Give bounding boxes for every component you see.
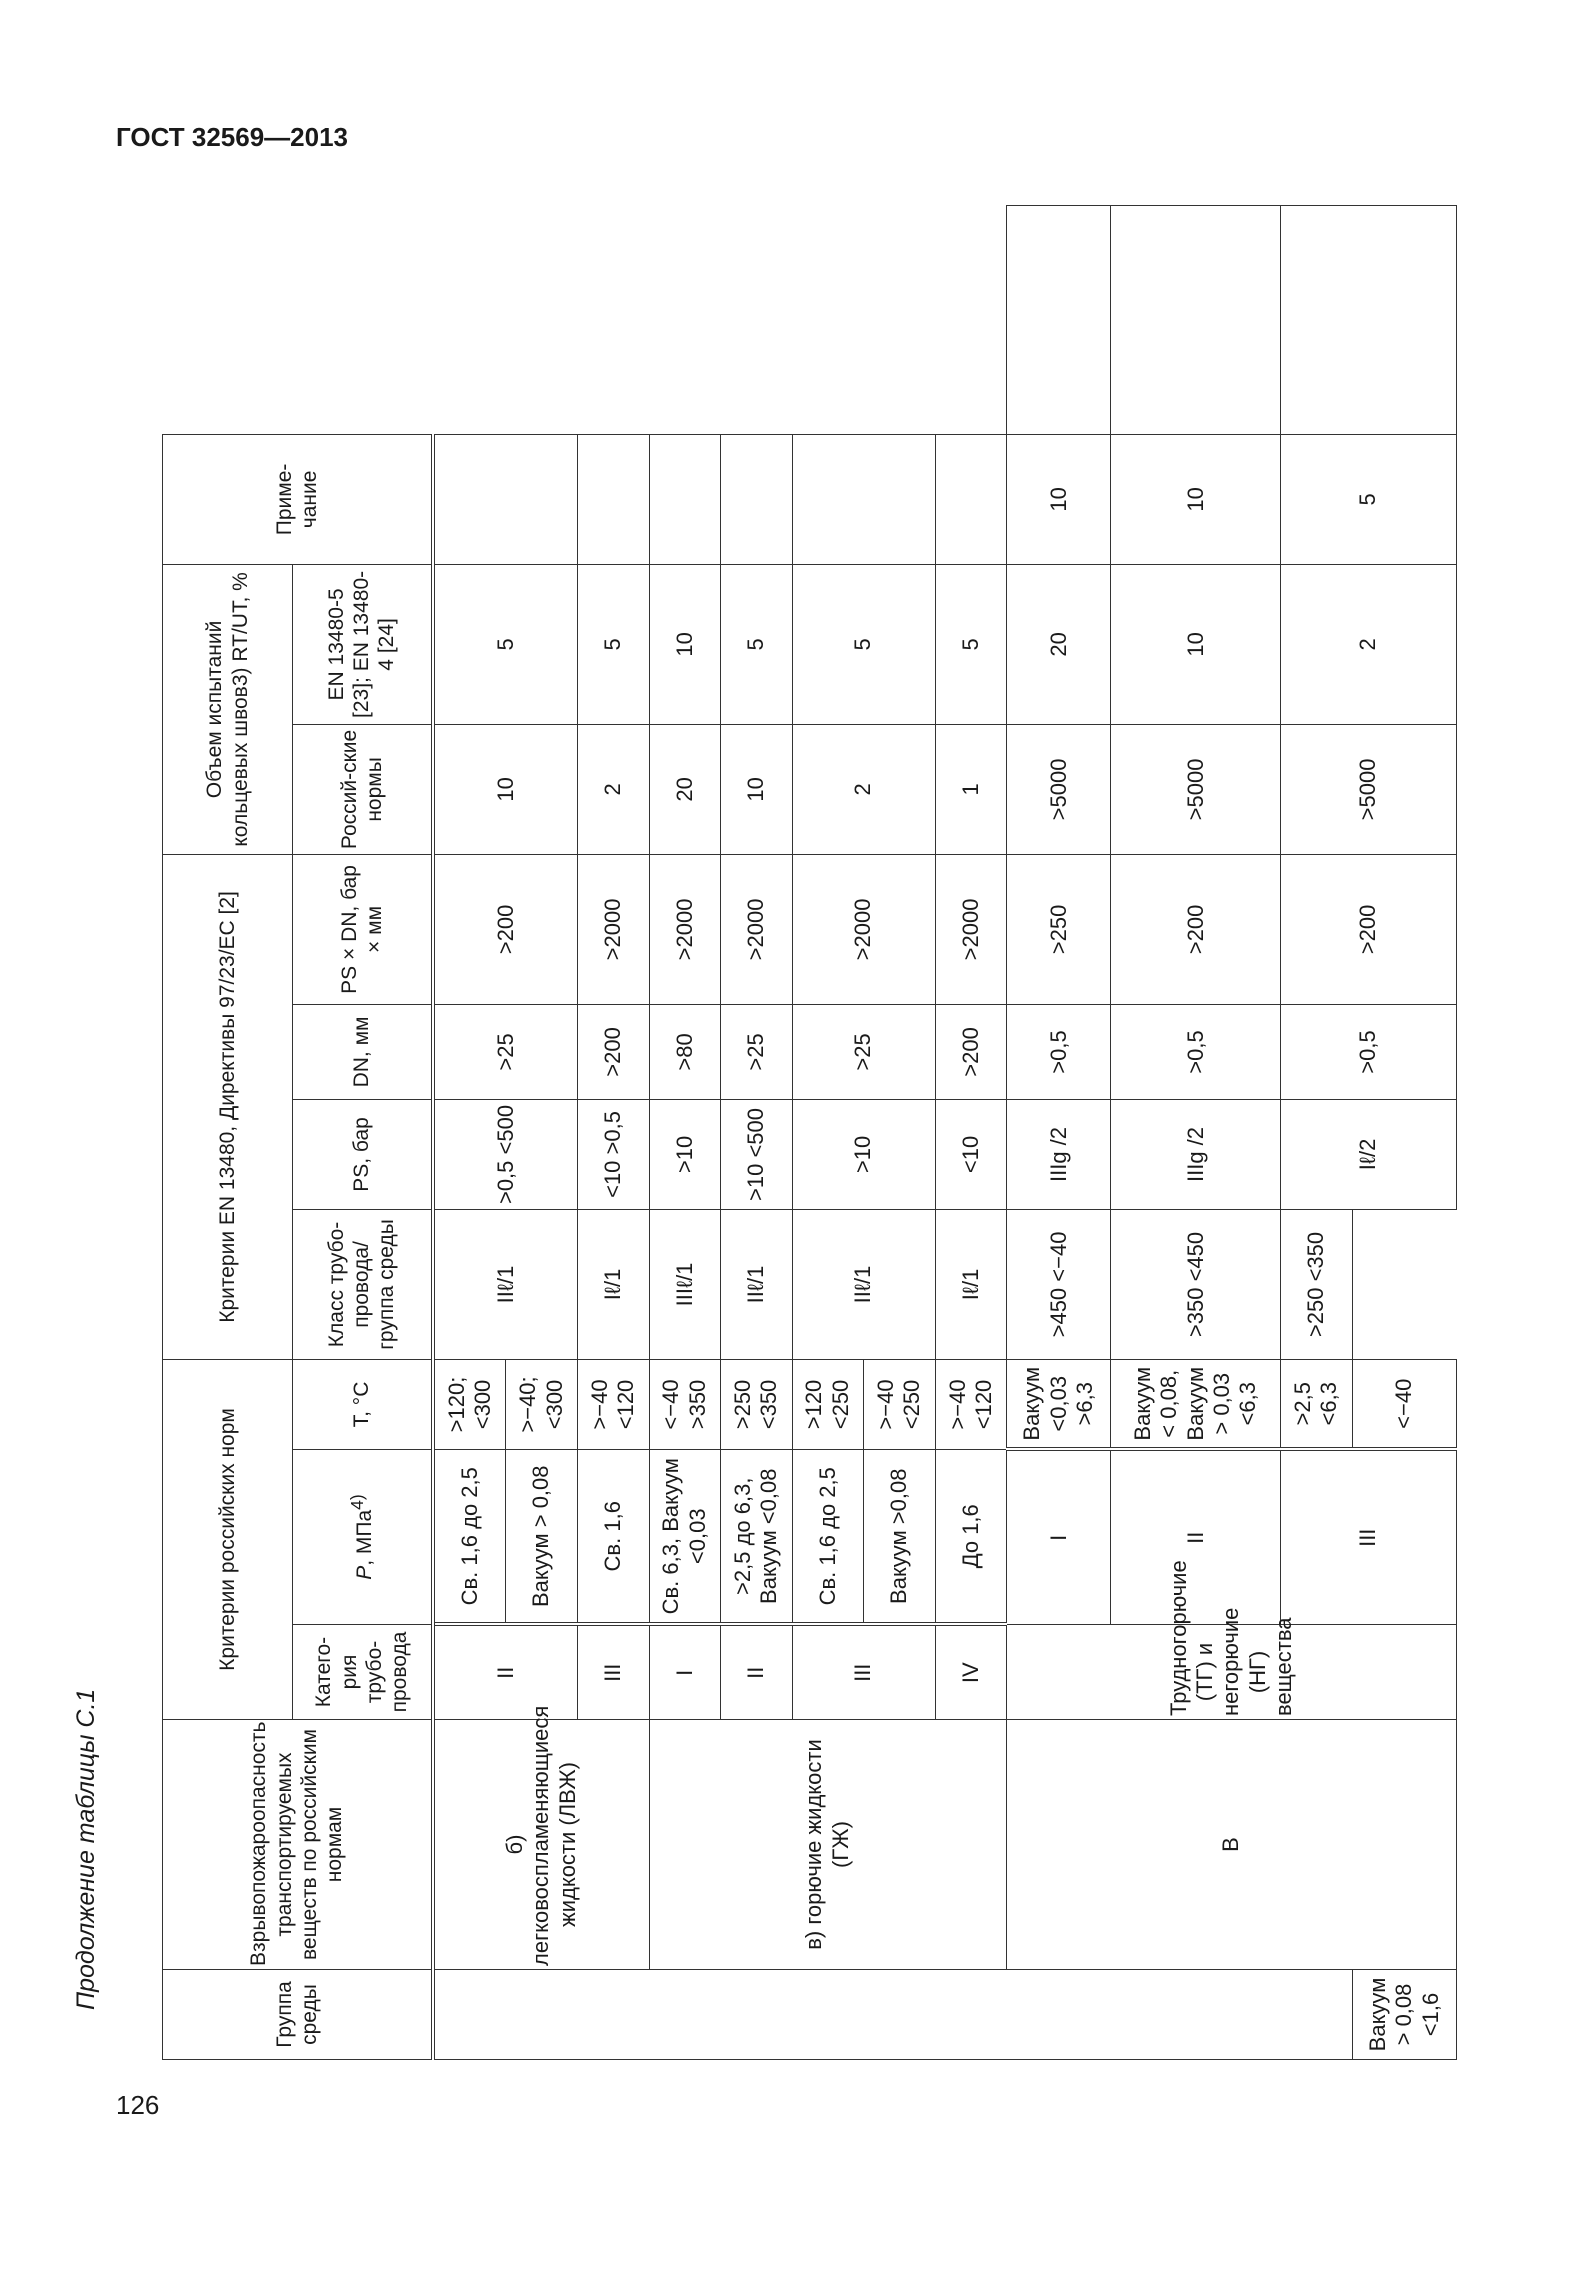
psdn-cell: >5000: [1007, 724, 1111, 854]
pipe-class-cell: Iℓ/2: [1281, 1099, 1457, 1209]
document-header: ГОСТ 32569—2013: [116, 122, 348, 152]
col-hazard-header: Взрывопожароопасность транспортируемых веществ по российским нормам: [163, 1720, 433, 1970]
temperature-cell: >120 <250: [792, 1359, 864, 1449]
category-cell: IV: [935, 1625, 1007, 1720]
note-cell: [792, 434, 935, 564]
pipe-class-cell: IIℓ/1: [721, 1209, 793, 1359]
note-cell: [577, 434, 649, 564]
col-dn-header: DN, мм: [293, 1004, 433, 1099]
rotated-table-container: [162, 205, 1457, 2060]
ps-cell: >0,5: [1281, 1004, 1457, 1099]
pipe-class-cell: IIℓ/1: [433, 1209, 578, 1359]
pipe-class-cell: Iℓ/1: [935, 1209, 1007, 1359]
dn-cell: >25: [721, 1004, 793, 1099]
pressure-symbol: P: [352, 1565, 376, 1580]
temperature-cell: >−40; <300: [506, 1359, 578, 1449]
en-norms-cell: 5: [935, 564, 1007, 724]
temperature-cell: >−40 <120: [577, 1359, 649, 1449]
en-norms-cell: 10: [1007, 434, 1111, 564]
pressure-cell: Св. 1,6: [577, 1450, 649, 1625]
ru-norms-cell: 1: [935, 724, 1007, 854]
pressure-cell: Вакуум >0,08: [864, 1450, 936, 1625]
ru-norms-cell: 20: [649, 724, 721, 854]
psdn-cell: >2000: [792, 854, 935, 1004]
en-norms-cell: 5: [792, 564, 935, 724]
col-volume-header: Объем испытаний кольцевых швов3) RT/UT, %: [163, 564, 293, 854]
table-row: [649, 206, 721, 2060]
col-psdn-header: PS × DN, бар × мм: [293, 854, 433, 1004]
temperature-cell: >450 <−40: [1007, 1209, 1111, 1359]
category-cell: III: [1281, 1450, 1457, 1625]
en-norms-cell: 5: [433, 564, 578, 724]
category-cell: I: [1007, 1450, 1111, 1625]
psdn-cell: >2000: [649, 854, 721, 1004]
col-note-header: Приме-чание: [163, 434, 433, 564]
ps-cell: >0,5: [1007, 1004, 1111, 1099]
dn-cell: >200: [1111, 854, 1281, 1004]
section-tg: Трудногорючие (ТГ) и негорючие (НГ) вещества: [1007, 1625, 1457, 1720]
col-pipe-class-header: Класс трубо-провода/ группа среды: [293, 1209, 433, 1359]
table-caption: Продолжение таблицы С.1: [72, 1688, 100, 2010]
pressure-cell: Вакуум > 0,08 <1,6: [1352, 1970, 1456, 2060]
col-temperature-header: T, °C: [293, 1359, 433, 1449]
pressure-footnote: 4): [346, 1494, 367, 1510]
category-cell: III: [792, 1625, 935, 1720]
pressure-cell: До 1,6: [935, 1450, 1007, 1625]
ru-norms-cell: 2: [792, 724, 935, 854]
ru-norms-cell: 10: [433, 724, 578, 854]
ps-cell: >10: [792, 1099, 935, 1209]
col-ru-norms-header: Россий-ские нормы: [293, 724, 433, 854]
note-cell: [433, 434, 578, 564]
ps-cell: <10 >0,5: [577, 1099, 649, 1209]
temperature-cell: <−40: [1352, 1359, 1456, 1449]
en-norms-cell: 5: [577, 564, 649, 724]
en-norms-cell: 5: [721, 564, 793, 724]
ru-norms-cell: 20: [1007, 564, 1111, 724]
temperature-cell: >−40 <250: [864, 1359, 936, 1449]
group-cell-v: В: [1007, 1720, 1457, 1970]
page-number: 126: [116, 2090, 160, 2120]
en-norms-cell: 10: [1111, 434, 1281, 564]
header-row-1: [163, 206, 293, 2060]
note-cell: [935, 434, 1007, 564]
ps-cell: >0,5 <500: [433, 1099, 578, 1209]
dn-cell: >200: [577, 1004, 649, 1099]
criteria-table: [162, 205, 1457, 2060]
ps-cell: >0,5: [1111, 1004, 1281, 1099]
table-row: [433, 206, 506, 2060]
dn-cell: >250: [1007, 854, 1111, 1004]
col-en-header: Критерии EN 13480, Директивы 97/23/EC [2]: [163, 854, 293, 1359]
dn-cell: >200: [1281, 854, 1457, 1004]
psdn-cell: >2000: [577, 854, 649, 1004]
pipe-class-cell: IIIg /2: [1111, 1099, 1281, 1209]
category-cell: II: [433, 1625, 578, 1720]
temperature-cell: >−40 <120: [935, 1359, 1007, 1449]
ps-cell: >10 <500: [721, 1099, 793, 1209]
category-cell: II: [1111, 1450, 1281, 1625]
pressure-cell: >2,5 до 6,3, Вакуум <0,08: [721, 1450, 793, 1625]
pressure-cell: Вакуум < 0,08, Вакуум > 0,03 <6,3: [1111, 1359, 1281, 1449]
note-cell: [1281, 206, 1457, 435]
section-gzh: в) горючие жидкости (ГЖ): [649, 1720, 1007, 1970]
col-ps-header: PS, бар: [293, 1099, 433, 1209]
ps-cell: <10: [935, 1099, 1007, 1209]
en-norms-cell: 5: [1281, 434, 1457, 564]
pipe-class-cell: IIIg /2: [1007, 1099, 1111, 1209]
pressure-cell: Вакуум <0,03 >6,3: [1007, 1359, 1111, 1449]
pressure-cell: Св. 6,3, Вакуум <0,03: [649, 1450, 721, 1625]
pressure-cell: Вакуум > 0,08: [506, 1450, 578, 1625]
dn-cell: >200: [935, 1004, 1007, 1099]
ru-norms-cell: 2: [577, 724, 649, 854]
dn-cell: >25: [792, 1004, 935, 1099]
col-category-header: Катего-рия трубо-провода: [293, 1625, 433, 1720]
psdn-cell: >2000: [721, 854, 793, 1004]
col-group-header: Группа среды: [163, 1970, 433, 2060]
psdn-cell: >5000: [1281, 724, 1457, 854]
note-cell: [1111, 206, 1281, 435]
temperature-cell: >250 <350: [1281, 1209, 1353, 1359]
psdn-cell: >5000: [1111, 724, 1281, 854]
pipe-class-cell: IIℓ/1: [792, 1209, 935, 1359]
category-cell: I: [649, 1625, 721, 1720]
psdn-cell: >200: [433, 854, 578, 1004]
psdn-cell: >2000: [935, 854, 1007, 1004]
col-en-norms-header: EN 13480-5 [23]; EN 13480-4 [24]: [293, 564, 433, 724]
dn-cell: >25: [433, 1004, 578, 1099]
pipe-class-cell: Iℓ/1: [577, 1209, 649, 1359]
pressure-unit: , МПа: [352, 1509, 376, 1566]
category-cell: III: [577, 1625, 649, 1720]
en-norms-cell: 10: [649, 564, 721, 724]
pressure-cell: >2,5 <6,3: [1281, 1359, 1353, 1449]
section-lvzh: б) легковоспламеняющиеся жидкости (ЛВЖ): [433, 1720, 650, 1970]
note-cell: [721, 434, 793, 564]
col-russian-header: Критерии российских норм: [163, 1359, 293, 1719]
temperature-cell: >120; <300: [433, 1359, 506, 1449]
category-cell: II: [721, 1625, 793, 1720]
dn-cell: >80: [649, 1004, 721, 1099]
pipe-class-cell: IIIℓ/1: [649, 1209, 721, 1359]
ru-norms-cell: 10: [721, 724, 793, 854]
pressure-cell: Св. 1,6 до 2,5: [433, 1450, 506, 1625]
ps-cell: >10: [649, 1099, 721, 1209]
temperature-cell: <−40 >350: [649, 1359, 721, 1449]
ru-norms-cell: 10: [1111, 564, 1281, 724]
temperature-cell: >250 <350: [721, 1359, 793, 1449]
group-cell-upper: [433, 1970, 1353, 2060]
note-cell: [649, 434, 721, 564]
temperature-cell: >350 <450: [1111, 1209, 1281, 1359]
ru-norms-cell: 2: [1281, 564, 1457, 724]
col-pressure-header: [293, 1450, 433, 1625]
pressure-cell: Св. 1,6 до 2,5: [792, 1450, 864, 1625]
table-row: [1007, 206, 1111, 2060]
note-cell: [1007, 206, 1111, 435]
